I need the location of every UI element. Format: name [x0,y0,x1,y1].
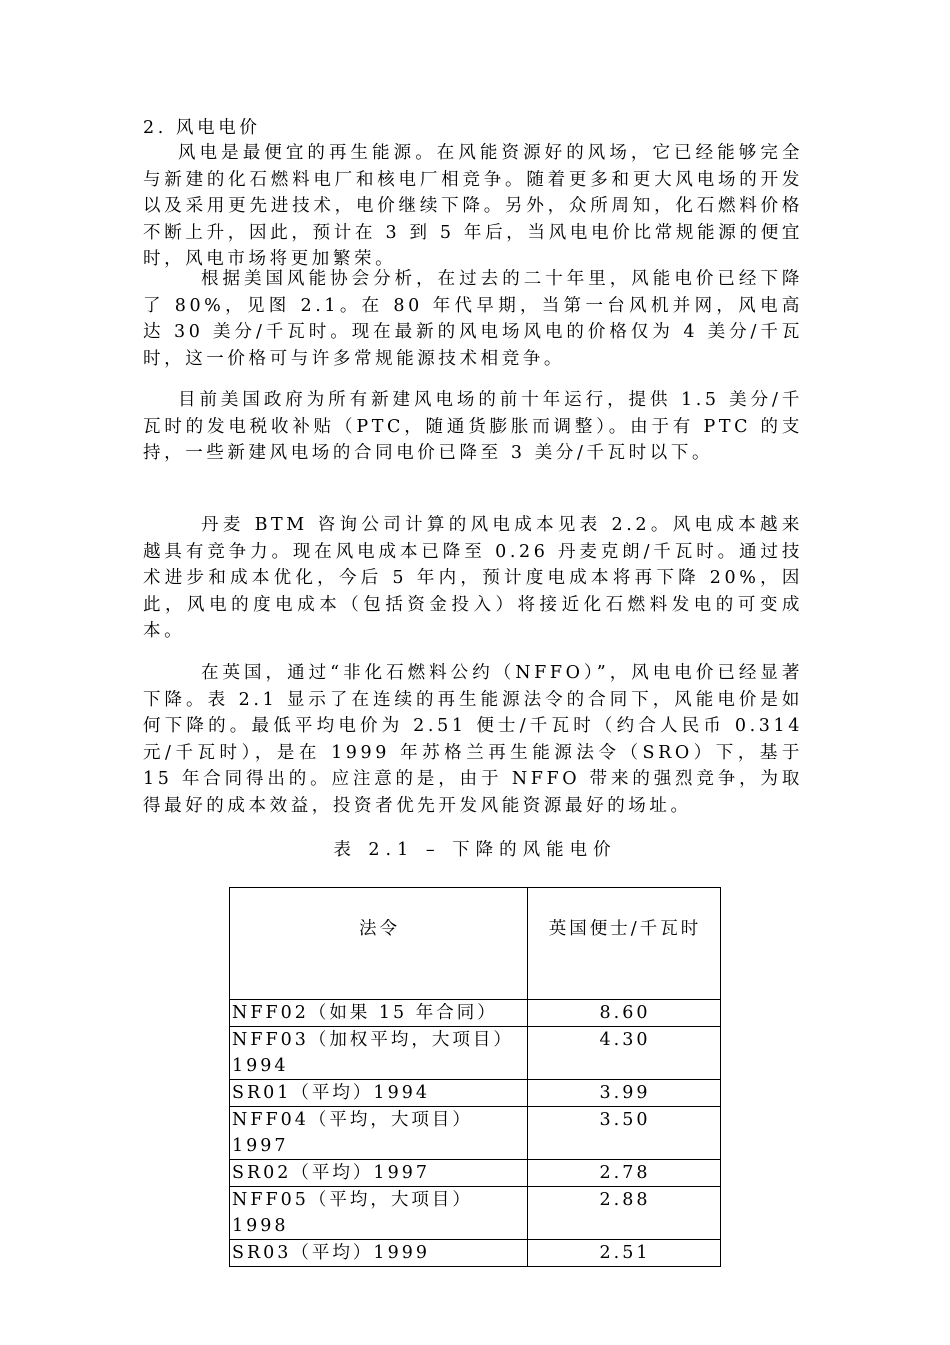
price-table [229,887,721,1267]
table-header-decree: 法令 [230,888,528,1000]
table-cell-price: 3.50 [528,1107,721,1160]
table-row [230,1027,721,1080]
table-cell-decree: NFF02（如果 15 年合同） [230,1000,528,1027]
table-cell-decree: NFF03（加权平均，大项目）1994 [230,1027,528,1080]
table-row [230,1187,721,1240]
table-cell-price: 2.51 [528,1240,721,1267]
table-row [230,1080,721,1107]
table-row [230,1240,721,1267]
table-row [230,1160,721,1187]
table-caption: 表 2.1 – 下降的风能电价 [333,840,617,860]
paragraph-2: 根据美国风能协会分析，在过去的二十年里，风能电价已经下降了 80%，见图 2.1。在 80 年代早期，当第一台风机并网，风电高达 30 美分/千瓦时。现在最新的风电场风电的价格仅为 4 美分/千瓦时，这一价格可与许多常规能源技术相竞争。 [143,269,803,369]
section-heading: 2. 风电电价 [143,118,261,138]
table-cell-decree: NFF04（平均，大项目）1997 [230,1107,528,1160]
table-cell-decree: NFF05（平均，大项目）1998 [230,1187,528,1240]
paragraph-1: 风电是最便宜的再生能源。在风能资源好的风场，它已经能够完全与新建的化石燃料电厂和核电厂相竞争。随着更多和更大风电场的开发以及采用更先进技术，电价继续下降。另外，众所周知，化石燃料价格不断上升，因此，预计在 3 到 5 年后，当风电电价比常规能源的便宜时，风电市场将更加繁荣。 [143,143,803,269]
table-header-price: 英国便士/千瓦时 [528,888,721,1000]
table-cell-decree: SR03（平均）1999 [230,1240,528,1267]
table-cell-price: 8.60 [528,1000,721,1027]
table-cell-price: 2.78 [528,1160,721,1187]
table-cell-price: 3.99 [528,1080,721,1107]
table-row [230,1107,721,1160]
table-cell-decree: SR01（平均）1994 [230,1080,528,1107]
paragraph-4: 丹麦 BTM 咨询公司计算的风电成本见表 2.2。风电成本越来越具有竞争力。现在风电成本已降至 0.26 丹麦克朗/千瓦时。通过技术进步和成本优化，今后 5 年内，预计度电成本将再下降 20%，因此，风电的度电成本（包括资金投入）将接近化石燃料发电的可变成本。 [143,515,803,641]
table-cell-price: 2.88 [528,1187,721,1240]
paragraph-5: 在英国，通过“非化石燃料公约（NFFO）”，风电电价已经显著下降。表 2.1 显示了在连续的再生能源法令的合同下，风能电价是如何下降的。最低平均电价为 2.51 便士/千瓦时（约合人民币 0.314 元/千瓦时），是在 1999 年苏格兰再生能源法令（SRO）下，基于 15 年合同得出的。应注意的是，由于 NFFO 带来的强烈竞争，为取得最好的成本效益，投资者优先开发风能资源最好的场址。 [143,663,803,816]
table-row [230,1000,721,1027]
table-cell-price: 4.30 [528,1027,721,1080]
paragraph-3: 目前美国政府为所有新建风电场的前十年运行，提供 1.5 美分/千瓦时的发电税收补贴（PTC，随通货膨胀而调整）。由于有 PTC 的支持，一些新建风电场的合同电价已降至 3 美分/千瓦时以下。 [143,390,803,463]
table-cell-decree: SR02（平均）1997 [230,1160,528,1187]
table-header-row [230,888,721,1000]
